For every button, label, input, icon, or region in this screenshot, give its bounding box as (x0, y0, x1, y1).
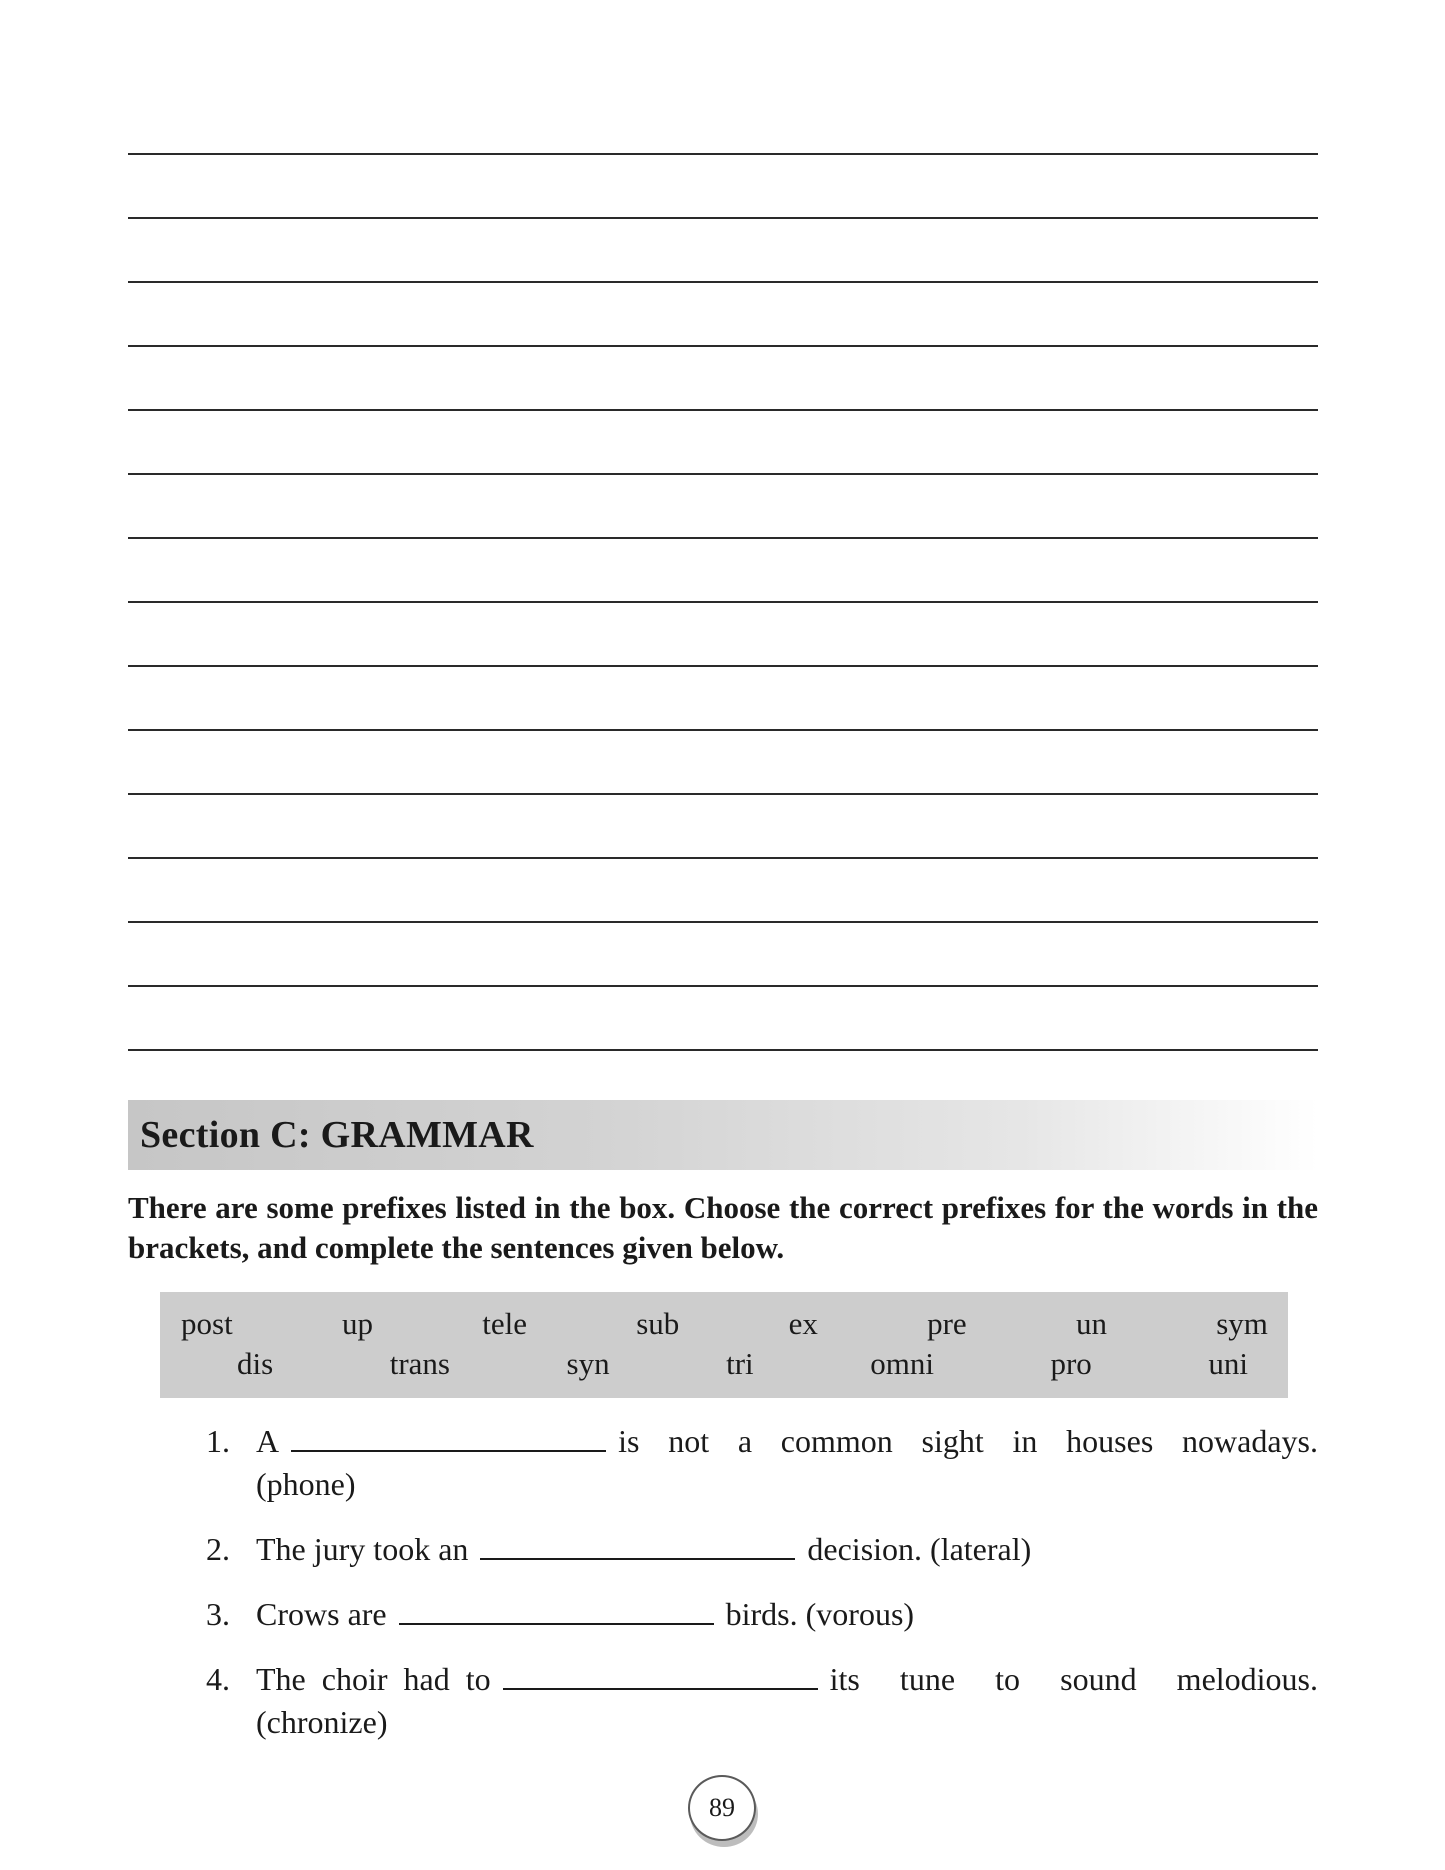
prefix-item: dis (237, 1346, 274, 1381)
section-title: Section C: GRAMMAR (140, 1114, 534, 1156)
instructions: There are some prefixes listed in the box. Choose the correct prefixes for the words in the brackets, and complete the sentences given below. (128, 1190, 1318, 1265)
prefix-item: un (1075, 1306, 1107, 1341)
prefix-item: tri (726, 1346, 754, 1381)
writing-line (128, 985, 1318, 987)
prefix-item: sym (1216, 1306, 1268, 1341)
prefix-item: post (181, 1306, 233, 1341)
question-item (206, 1420, 1318, 1506)
writing-line (128, 281, 1318, 283)
question-item (206, 1658, 1318, 1744)
writing-line (128, 473, 1318, 475)
writing-line (128, 153, 1318, 155)
page-number: 89 (709, 1793, 735, 1822)
question-text-after: decision. (lateral) (807, 1531, 1032, 1567)
writing-line (128, 409, 1318, 411)
page-number-badge (688, 1775, 756, 1841)
writing-line (128, 1049, 1318, 1051)
prefix-item: omni (870, 1346, 934, 1381)
writing-line (128, 729, 1318, 731)
question-text-before: The jury took an (256, 1531, 469, 1567)
writing-line (128, 857, 1318, 859)
writing-line (128, 345, 1318, 347)
question-number: 4. (206, 1661, 230, 1697)
question-item (206, 1593, 1318, 1636)
writing-line (128, 537, 1318, 539)
question-hint: (phone) (256, 1466, 356, 1502)
writing-line (128, 601, 1318, 603)
prefix-item: pro (1050, 1346, 1092, 1381)
question-number: 1. (206, 1423, 230, 1459)
writing-line (128, 921, 1318, 923)
question-text-after: its tune to sound melodious. (829, 1661, 1318, 1697)
question-text-before: The choir had to (256, 1661, 491, 1697)
question-hint: (chronize) (256, 1704, 388, 1740)
answer-blank[interactable] (480, 1528, 795, 1560)
prefix-row (181, 1304, 1268, 1344)
prefix-item: sub (636, 1306, 680, 1341)
prefix-item: uni (1208, 1346, 1248, 1381)
question-text-before: A (256, 1423, 280, 1459)
question-item (206, 1528, 1318, 1571)
question-text-after: birds. (vorous) (725, 1596, 915, 1632)
prefix-item: up (341, 1306, 373, 1341)
prefix-row (181, 1344, 1268, 1384)
writing-line (128, 793, 1318, 795)
question-number: 3. (206, 1596, 230, 1632)
answer-blank[interactable] (399, 1593, 714, 1625)
prefix-item: tele (482, 1306, 527, 1341)
question-text-before: Crows are (256, 1596, 387, 1632)
question-list (206, 1420, 1318, 1766)
prefix-box (160, 1292, 1288, 1398)
writing-line (128, 217, 1318, 219)
question-number: 2. (206, 1531, 230, 1567)
prefix-item: ex (788, 1306, 818, 1341)
answer-blank[interactable] (291, 1420, 606, 1452)
prefix-item: pre (927, 1306, 967, 1341)
writing-line (128, 665, 1318, 667)
section-header (128, 1100, 1318, 1170)
answer-blank[interactable] (503, 1658, 818, 1690)
prefix-item: syn (566, 1346, 610, 1381)
question-text-after: is not a common sight in houses nowadays. (618, 1423, 1318, 1459)
prefix-item: trans (389, 1346, 450, 1381)
